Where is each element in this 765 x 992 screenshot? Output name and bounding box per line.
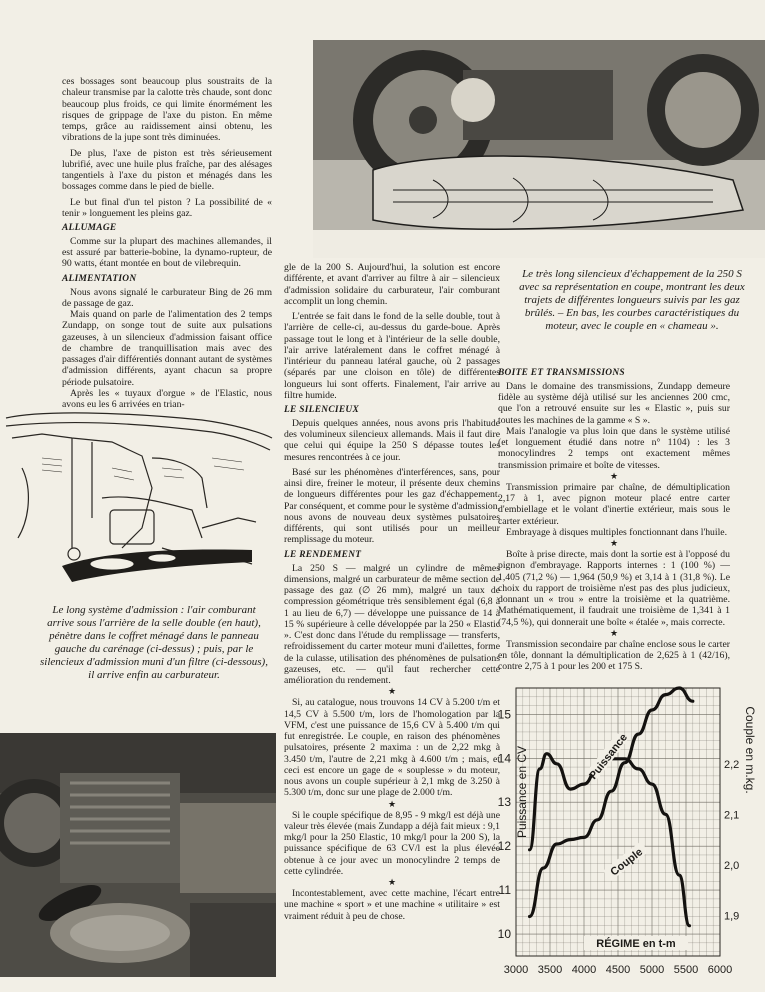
- paragraph: Depuis quelques années, nous avons pris l'habitude des volumineux silencieux allemands. Mais il faut dire que celui qui équipe la 250 S dépasse toutes les mesures rencontrées à ce jour.: [284, 417, 500, 463]
- y2-axis-label: Couple en m.kg.: [743, 706, 757, 794]
- section-heading: LE RENDEMENT: [284, 549, 362, 560]
- col1-text: [62, 76, 272, 414]
- paragraph: Embrayage à disques multiples fonctionnant dans l'huile.: [506, 526, 728, 538]
- chart-grid: [516, 688, 720, 956]
- paragraph: Incontestablement, avec cette machine, l'écart entre une machine « sport » et une machine « utilitaire » est vraiment réduit à peu de chose.: [284, 888, 500, 922]
- caption-silencieux: Le très long silencieux d'échappement de la 250 S avec sa représentation en coupe, montrant les deux trajets de différentes longueurs suivis par les gaz brûlés. – En bas, les courbes caractéristiques du moteur, avec le couple en « chameau ».: [519, 268, 745, 332]
- y-tick-label: 15: [497, 707, 511, 722]
- paragraph: Si le couple spécifique de 8,95 - 9 mkg/l est déjà une valeur très élevée (mais Zundapp a déjà fait mieux : 9,1 mkg/l pour la 250 Elastic, 10 mkg/l pour la 200 S), la puissance spécifique de 63 CV/l est la plus élevée obtenue à ce jour avec un monocylindre 2 temps de cette cylindrée.: [284, 809, 500, 877]
- paragraph: Après les « tuyaux d'orgue » de l'Elastic, nous avons eu les 6 arrivées en trian-: [62, 387, 272, 411]
- separator-star: ★: [609, 627, 619, 638]
- section-heading: ALIMENTATION: [62, 273, 137, 284]
- x-axis-label: RÉGIME en t-m: [596, 938, 676, 950]
- x-tick-label: 4500: [605, 964, 631, 976]
- paragraph: Nous avons signalé le carburateur Bing de 26 mm de passage de gaz.: [62, 286, 272, 309]
- x-tick-label: 5500: [673, 964, 699, 976]
- paragraph: Mais l'analogie va plus loin que dans le système utilisé (et longuement étudié dans notre n° 1104) : les 3 monocylindres 2 temps ont exactement mêmes transmission primaire et boîte de vitesses.: [498, 425, 730, 471]
- y2-tick-label: 2,1: [724, 809, 740, 822]
- couple-curve: [530, 754, 690, 926]
- y2-tick-label: 1,9: [724, 910, 740, 923]
- section-heading: BOITE ET TRANSMISSIONS: [498, 368, 625, 378]
- puissance-label: Puissance: [587, 731, 631, 782]
- separator-star: ★: [387, 798, 397, 809]
- y-axis-label: Puissance en CV: [515, 745, 529, 839]
- y2-tick-label: 2,0: [724, 859, 740, 872]
- paragraph: La 250 S — malgré un cylindre de mêmes dimensions, malgré un carburateur de même section de passage des gaz (∅ 26 mm), malgré un taux de compression géométrique très sensiblement égal (6,8 à 1 au lieu de 6,7) — développe une puissance de 14 à 15 % supérieure à celle développée par la 250 « Elastic ». C'est donc dans l'étude du remplissage — transferts, refroidissement du carter moteur muni d'ailettes, forme de la culasse, utilisation des phénomènes de pulsations gazeuses, etc. — qu'il faut rechercher cette amélioration du rendement.: [284, 562, 500, 687]
- paragraph: Le but final d'un tel piston ? La possibilité de « tenir » longuement les pleins gaz.: [62, 196, 272, 219]
- y-tick-label: 14: [497, 751, 511, 766]
- intake-sketch: [2, 398, 274, 598]
- paragraph: ces bossages sont beaucoup plus soustraits de la chaleur transmise par la calotte très chaude, sont donc beaucoup plus froids, ce qui limite énormément les risques de grippage de l'axe du piston. En même temps, grâce au raidissement ainsi obtenu, les vibrations de la jupe sont très diminuées.: [62, 76, 272, 144]
- paragraph: Boîte à prise directe, mais dont la sortie est à l'opposé du pignon d'embrayage. Rapports internes : 1 (100 %) — 1,405 (71,2 %) — 1,964 (50,9 %) et 3,14 à 1 (31,8 %). Le choix du rapport de troisième n'est pas des plus judicieux, donnant un « trou » entre la troisième et la quatrième. Mathématiquement, il faudrait une troisième de 1,341 à 1 (74,5 %), qui donnerait une boîte « étalée », mais correcte.: [498, 549, 730, 628]
- paragraph: Transmission primaire par chaîne, de démultiplication 2,17 à 1, avec pignon moteur placé entre carter d'embiellage et le volant d'inertie extérieur, mais sous le carter extérieur.: [498, 481, 730, 527]
- paragraph: De plus, l'axe de piston est très sérieusement lubrifié, avec une huile plus fraîche, par des alésages tangentiels à l'axe du piston et ménagés dans les bossages comme dans le pied de bielle.: [62, 147, 272, 193]
- x-tick-label: 3500: [537, 964, 563, 976]
- y-tick-label: 13: [497, 795, 511, 810]
- paragraph: Mais quand on parle de l'alimentation des 2 temps Zundapp, on songe tout de suite aux pulsations gazeuses, à un silencieux d'admission faisant office de chambre de tranquillisation mais avec des passages d'air différentiés donnant autant de systèmes d'admission différents, ayant chacun sa propre période pulsatoire.: [62, 309, 272, 388]
- intake-sketch-drawing: [2, 398, 274, 598]
- paragraph: Dans le domaine des transmissions, Zundapp demeure fidèle au système déjà utilisé sur les anciennes 200 cmc, que l'on a retrouvé ensuite sur les « Elastic », puis sur toutes les machines de la gamme « S ».: [498, 380, 730, 426]
- x-tick-label: 5000: [639, 964, 665, 976]
- paragraph: Si, au catalogue, nous trouvons 14 CV à 5.200 t/m et 14,5 CV à 5.500 t/m, lors de l'homologation par la VFM, c'est une puissance de 15,6 CV à 5.400 t/m qui fut enregistrée. Le couple, en raison des phénomènes pulsatoires, présente 2 maxima : un de 2,22 mkg à 3.450 t/m, l'autre de 2,21 mkg à 4.600 t/m ; mais, et ceci est encore un gage de « souplesse » du moteur, nous avons un couple supérieur à 2,1 mkg de 3.250 à 5.300 t/m, donc sur une plage de 2.000 t/m.: [284, 697, 500, 799]
- y2-tick-label: 2,2: [724, 758, 740, 771]
- x-tick-label: 6000: [707, 964, 733, 976]
- separator-star: ★: [609, 538, 619, 549]
- y-tick-label: 10: [497, 927, 511, 942]
- paragraph: Basé sur les phénomènes d'interférences, sans, pour ainsi dire, freiner le moteur, il présente deux chemins de longueurs différentes pour les gaz d'échappement. Par conséquent, et comme pour le système d'admission, nous avons de nouveau deux systèmes pulsatoires différents, qui sont utilisés pour un meilleur remplissage du moteur.: [284, 466, 500, 546]
- silencer-photo-image: [313, 40, 765, 258]
- y-tick-label: 12: [497, 839, 511, 854]
- silencer-photo: [313, 40, 765, 258]
- couple-label: Couple: [608, 846, 646, 879]
- col2-text: [284, 262, 500, 926]
- separator-star: ★: [609, 470, 619, 481]
- y-tick-label: 11: [498, 883, 511, 898]
- section-heading: LE SILENCIEUX: [284, 405, 360, 415]
- col3-text: [498, 364, 730, 677]
- paragraph: Comme sur la plupart des machines allemandes, il est assuré par batterie-bobine, la dynamo-rupteur, de 90 watts, étant montée en bout de vilebrequin.: [62, 235, 272, 270]
- engine-photo-image: [0, 733, 276, 977]
- engine-curves-chart: [486, 674, 765, 992]
- paragraph: L'entrée se fait dans le fond de la selle double, tout à l'arrière de celle-ci, au-dessus du garde-boue. Après passage tout le long et à l'intérieur de la selle double, l'air arrive latéralement dans le coffret ménagé à l'intérieur du panneau latéral gauche, où 2 passages (séparés par une cloison en tôle) de différentes longueurs lui sont offerts. Finalement, l'air arrive au filtre humide.: [284, 311, 500, 401]
- engine-curves-svg: [486, 674, 765, 992]
- caption-admission: Le long système d'admission : l'air comburant arrive sous l'arrière de la selle double (en haut), pénètre dans le coffret ménagé dans le panneau gauche du carénage (ci-dessus) ; puis, par le silencieux d'admission muni d'un filtre (ci-dessous), il arrive enfin au carburateur.: [40, 604, 268, 681]
- engine-photo: [0, 733, 276, 977]
- paragraph: gle de la 200 S. Aujourd'hui, la solution est encore différente, et avant d'arriver au filtre à air – silencieux d'admission solidaire du carburateur, l'air comburant accomplit un long chemin.: [284, 262, 500, 307]
- separator-star: ★: [387, 686, 397, 697]
- x-tick-label: 3000: [503, 964, 529, 976]
- section-heading: ALLUMAGE: [62, 223, 117, 233]
- x-tick-label: 4000: [571, 964, 597, 976]
- separator-star: ★: [387, 877, 397, 888]
- paragraph: Transmission secondaire par chaîne enclose sous le carter en tôle, donnant la démultiplication de 2,625 à 1 (42/16), contre 2,75 à 1 pour les 200 et 175 S.: [498, 638, 730, 673]
